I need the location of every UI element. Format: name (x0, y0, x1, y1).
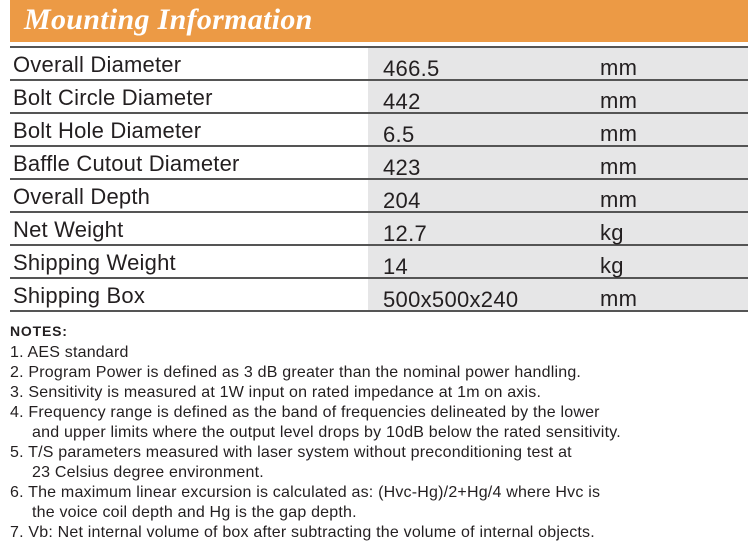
spec-value-cell (368, 213, 748, 244)
notes-title: NOTES: (10, 323, 68, 339)
note-line: 5. T/S parameters measured with laser system without preconditioning test at (10, 444, 572, 461)
spec-unit: kg (600, 220, 624, 245)
note-line: 3. Sensitivity is measured at 1W input on rated impedance at 1m on axis. (10, 384, 542, 401)
spec-unit: mm (600, 154, 638, 179)
note-line: 6. The maximum linear excursion is calculated as: (Hvc-Hg)/2+Hg/4 where Hvc is (10, 484, 601, 501)
note-line: and upper limits where the output level drops by 10dB below the rated sensitivity. (32, 424, 621, 441)
note-line: 23 Celsius degree environment. (32, 464, 264, 481)
spec-value-cell (368, 246, 748, 277)
table-row (10, 147, 748, 180)
spec-value-cell (368, 180, 748, 211)
mounting-table (10, 46, 748, 312)
spec-unit: mm (600, 286, 638, 311)
note-line: 7. Vb: Net internal volume of box after subtracting the volume of internal objects. (10, 524, 595, 541)
note-line: the voice coil depth and Hg is the gap depth. (32, 504, 357, 521)
table-row (10, 279, 748, 312)
table-row (10, 81, 748, 114)
spec-value: 6.5 (383, 122, 415, 147)
note-line: 2. Program Power is defined as 3 dB greater than the nominal power handling. (10, 364, 582, 381)
spec-value-cell (368, 48, 748, 79)
spec-unit: mm (600, 55, 638, 80)
table-row (10, 246, 748, 279)
spec-value: 12.7 (383, 221, 428, 246)
table-row (10, 114, 748, 147)
spec-label: Bolt Circle Diameter (10, 81, 368, 112)
spec-value: 442 (383, 89, 421, 114)
note-line: 4. Frequency range is defined as the band of frequencies delineated by the lower (10, 404, 600, 421)
section-header (10, 0, 748, 42)
spec-unit: mm (600, 88, 638, 113)
spec-value: 204 (383, 188, 421, 213)
spec-value: 14 (383, 254, 409, 279)
spec-unit: kg (600, 253, 624, 278)
spec-label: Shipping Box (10, 279, 368, 310)
spec-value: 466.5 (383, 56, 440, 81)
spec-label: Overall Depth (10, 180, 368, 211)
spec-value-cell (368, 279, 748, 310)
section-title: Mounting Information (24, 3, 313, 36)
spec-label: Baffle Cutout Diameter (10, 147, 368, 178)
spec-value: 500x500x240 (383, 287, 519, 312)
spec-value-cell (368, 147, 748, 178)
spec-value: 423 (383, 155, 421, 180)
spec-label: Bolt Hole Diameter (10, 114, 368, 145)
table-row (10, 48, 748, 81)
spec-label: Shipping Weight (10, 246, 368, 277)
table-row (10, 180, 748, 213)
spec-label: Net Weight (10, 213, 368, 244)
notes-section (10, 321, 748, 543)
table-row (10, 213, 748, 246)
spec-unit: mm (600, 187, 638, 212)
spec-value-cell (368, 81, 748, 112)
spec-unit: mm (600, 121, 638, 146)
spec-value-cell (368, 114, 748, 145)
note-line: 1. AES standard (10, 344, 129, 361)
spec-label: Overall Diameter (10, 48, 368, 79)
